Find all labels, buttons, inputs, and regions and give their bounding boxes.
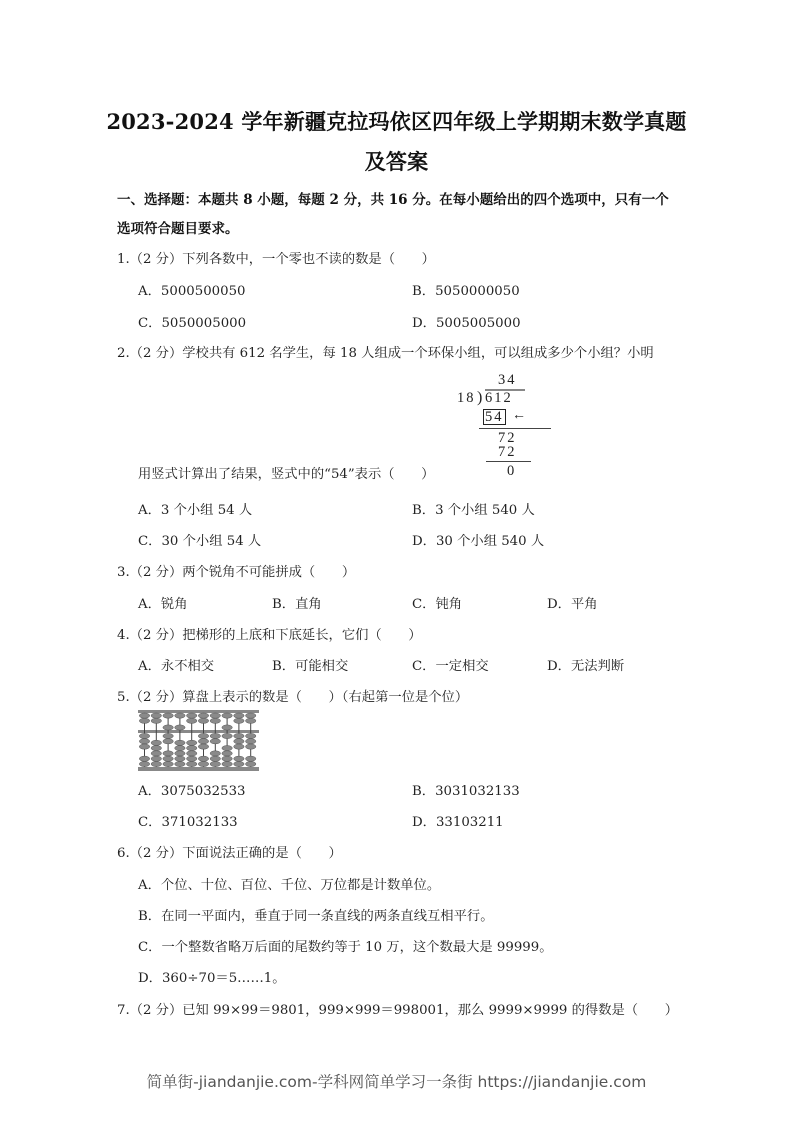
- arrow-left-icon: ←: [512, 408, 526, 423]
- question-5-option-d[interactable]: D．33103211: [412, 815, 504, 830]
- section-header-line2: 选项符合题目要求。: [117, 221, 239, 237]
- question-4-option-a[interactable]: A．永不相交: [138, 659, 215, 674]
- question-2-option-c[interactable]: C．30 个小组 54 人: [138, 534, 262, 549]
- division-step2a: 72: [498, 430, 517, 446]
- division-remainder: 0: [507, 463, 517, 479]
- question-7-stem: 7.（2 分）已知 99×99＝9801，999×999＝998001，那么 9999×9999 的得数是（ ）: [117, 1003, 678, 1018]
- question-3-option-d[interactable]: D．平角: [547, 597, 598, 612]
- division-rule-1: [479, 428, 551, 429]
- question-2-option-b[interactable]: B．3 个小组 540 人: [412, 503, 535, 518]
- question-3-option-b[interactable]: B．直角: [272, 597, 322, 612]
- division-quotient: 34: [498, 372, 517, 388]
- question-2-option-d[interactable]: D．30 个小组 540 人: [412, 534, 545, 549]
- question-4-stem: 4.（2 分）把梯形的上底和下底延长，它们（ ）: [117, 628, 422, 643]
- question-3-option-a[interactable]: A．锐角: [138, 597, 188, 612]
- question-2-stem: 2.（2 分）学校共有 612 名学生，每 18 人组成一个环保小组，可以组成多少个小组？小明: [117, 346, 654, 361]
- question-6-option-c[interactable]: C．一个整数省略万后面的尾数约等于 10 万，这个数最大是 99999。: [138, 940, 553, 955]
- division-dividend: 612: [485, 390, 513, 406]
- question-6-option-d[interactable]: D．360÷70＝5……1。: [138, 971, 286, 986]
- question-6-option-b[interactable]: B．在同一平面内，垂直于同一条直线的两条直线互相平行。: [138, 909, 494, 924]
- question-6-stem: 6.（2 分）下面说法正确的是（ ）: [117, 846, 342, 861]
- question-5-option-c[interactable]: C．371032133: [138, 815, 238, 830]
- question-5-option-b[interactable]: B．3031032133: [412, 784, 520, 799]
- question-1-option-d[interactable]: D．5005005000: [412, 316, 521, 331]
- document-title-line1: 2023-2024 学年新疆克拉玛依区四年级上学期期末数学真题: [106, 109, 687, 134]
- question-1-option-c[interactable]: C．5050005000: [138, 316, 247, 331]
- document-title-line2: 及答案: [364, 149, 429, 174]
- abacus-icon: [138, 710, 259, 771]
- footer-watermark: 简单街-jiandanjie.com-学科网简单学习一条街 https://jiandanjie.com: [146, 1073, 647, 1091]
- question-5-stem: 5.（2 分）算盘上表示的数是（ ）（右起第一位是个位）: [117, 690, 469, 705]
- division-rule-2: [486, 461, 531, 462]
- question-6-option-a[interactable]: A．个位、十位、百位、千位、万位都是计数单位。: [138, 878, 441, 893]
- question-5-option-a[interactable]: A．3075032533: [138, 784, 246, 799]
- division-step2b: 72: [498, 444, 517, 460]
- division-bracket: ): [477, 389, 483, 406]
- division-step1-boxed: 54: [485, 409, 504, 425]
- section-header-line1: 一、选择题：本题共 8 小题，每题 2 分，共 16 分。在每小题给出的四个选项中，只有一个: [117, 192, 669, 208]
- long-division-figure: [455, 372, 540, 484]
- division-divisor: 18: [457, 390, 476, 406]
- question-3-option-c[interactable]: C．钝角: [412, 597, 463, 612]
- question-1-option-b[interactable]: B．5050000050: [412, 284, 520, 299]
- question-4-option-b[interactable]: B．可能相交: [272, 659, 349, 674]
- abacus-figure: [138, 710, 259, 771]
- question-4-option-d[interactable]: D．无法判断: [547, 659, 625, 674]
- question-1-stem: 1.（2 分）下列各数中，一个零也不读的数是（ ）: [117, 252, 435, 267]
- question-2-stem-continued: 用竖式计算出了结果，竖式中的“54”表示（ ）: [138, 467, 435, 482]
- question-1-option-a[interactable]: A．5000500050: [138, 284, 246, 299]
- question-3-stem: 3.（2 分）两个锐角不可能拼成（ ）: [117, 565, 356, 580]
- question-4-option-c[interactable]: C．一定相交: [412, 659, 489, 674]
- question-2-option-a[interactable]: A．3 个小组 54 人: [138, 503, 253, 518]
